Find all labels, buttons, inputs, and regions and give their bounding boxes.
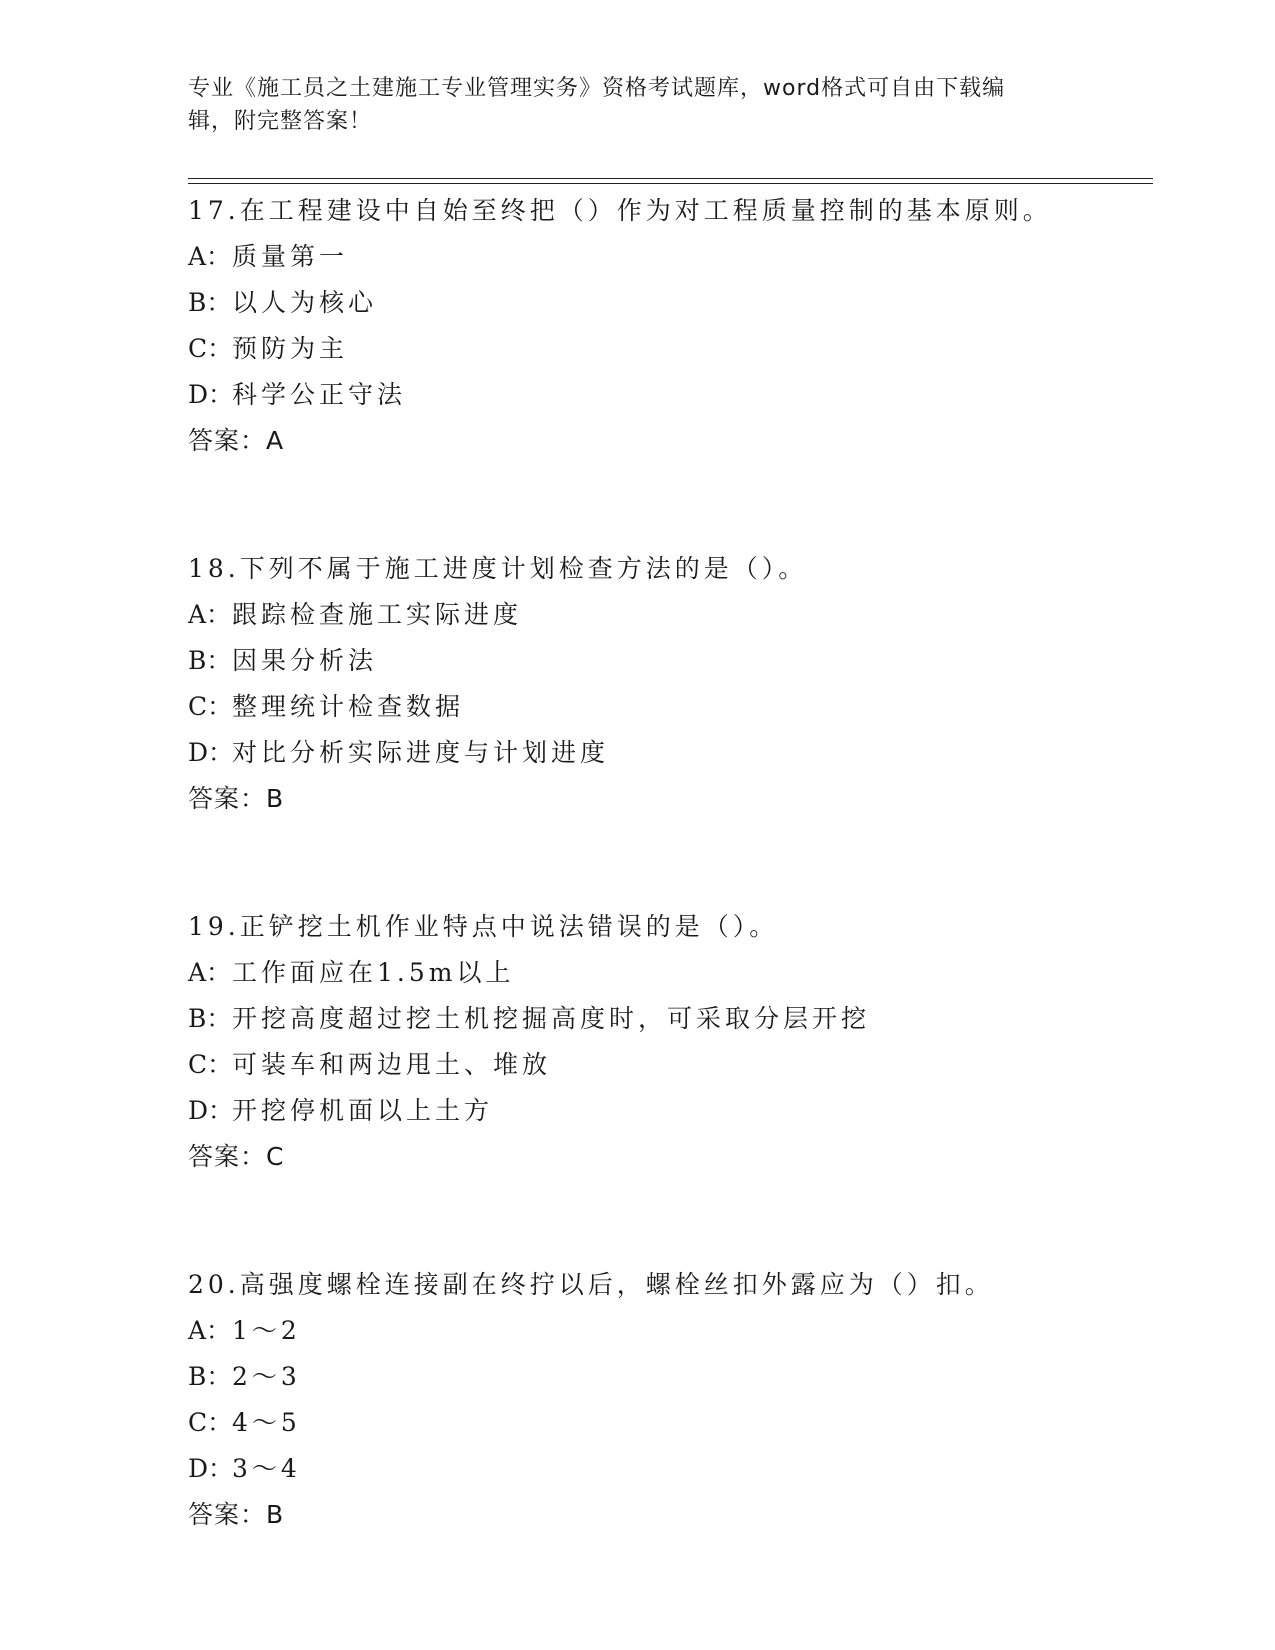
option-letter: C： [188,1050,233,1079]
option-letter: D： [188,1454,234,1483]
option-text: 跟踪检查施工实际进度 [232,600,523,629]
answer-line: 答案：C [188,1142,285,1171]
option-letter: B： [188,1362,232,1391]
option-text: 因果分析法 [232,646,378,675]
option-b [188,638,1153,684]
option-text: 开挖停机面以上土方 [232,1096,494,1125]
option-letter: B： [188,646,232,675]
option-letter: D： [188,738,234,767]
option-b [188,280,1153,326]
question-spacer [188,822,1153,904]
question-item [188,546,1153,822]
question-item [188,1262,1153,1538]
option-c [188,326,1153,372]
option-letter: A： [188,1316,232,1345]
option-letter: B： [188,1004,232,1033]
option-d [188,1446,1153,1492]
option-b [188,1354,1153,1400]
option-text: 开挖高度超过挖土机挖掘高度时，可采取分层开挖 [232,1004,871,1033]
option-letter: D： [188,1096,234,1125]
option-text: 工作面应在1.5m以上 [232,958,515,987]
answer-line: 答案：B [188,1500,285,1529]
option-text: 4～5 [232,1408,301,1437]
option-text: 科学公正守法 [232,380,407,409]
option-d [188,372,1153,418]
question-item [188,188,1153,464]
header-line-1: 专业《施工员之土建施工专业管理实务》资格考试题库，word格式可自由下载编 [188,76,1006,101]
option-a [188,592,1153,638]
answer-line: 答案：A [188,426,285,455]
option-text: 质量第一 [232,242,349,271]
option-d [188,1088,1153,1134]
question-list [188,188,1153,1538]
option-text: 3～4 [232,1454,301,1483]
option-a [188,1308,1153,1354]
option-letter: A： [188,242,232,271]
question-spacer [188,1180,1153,1262]
question-stem: 17.在工程建设中自始至终把（）作为对工程质量控制的基本原则。 [188,196,1052,225]
option-text: 对比分析实际进度与计划进度 [232,738,610,767]
option-text: 可装车和两边甩土、堆放 [232,1050,552,1079]
option-c [188,684,1153,730]
option-a [188,234,1153,280]
question-stem: 19.正铲挖土机作业特点中说法错误的是（）。 [188,912,779,941]
option-letter: C： [188,1408,233,1437]
option-text: 预防为主 [232,334,349,363]
option-text: 1～2 [232,1316,301,1345]
header-divider-top [188,178,1153,179]
question-spacer [188,464,1153,546]
answer-line: 答案：B [188,784,285,813]
question-stem: 18.下列不属于施工进度计划检查方法的是（）。 [188,554,808,583]
header-line-2: 辑，附完整答案！ [188,109,373,134]
document-header [188,72,1068,138]
question-stem: 20.高强度螺栓连接副在终拧以后，螺栓丝扣外露应为（）扣。 [188,1270,994,1299]
option-letter: A： [188,600,232,629]
option-letter: C： [188,692,233,721]
option-letter: C： [188,334,233,363]
option-text: 整理统计检查数据 [232,692,465,721]
option-letter: D： [188,380,234,409]
option-letter: A： [188,958,232,987]
option-d [188,730,1153,776]
option-letter: B： [188,288,232,317]
header-divider-bottom [188,183,1153,184]
option-c [188,1400,1153,1446]
question-item [188,904,1153,1180]
option-a [188,950,1153,996]
option-b [188,996,1153,1042]
option-text: 2～3 [232,1362,301,1391]
option-c [188,1042,1153,1088]
option-text: 以人为核心 [232,288,378,317]
